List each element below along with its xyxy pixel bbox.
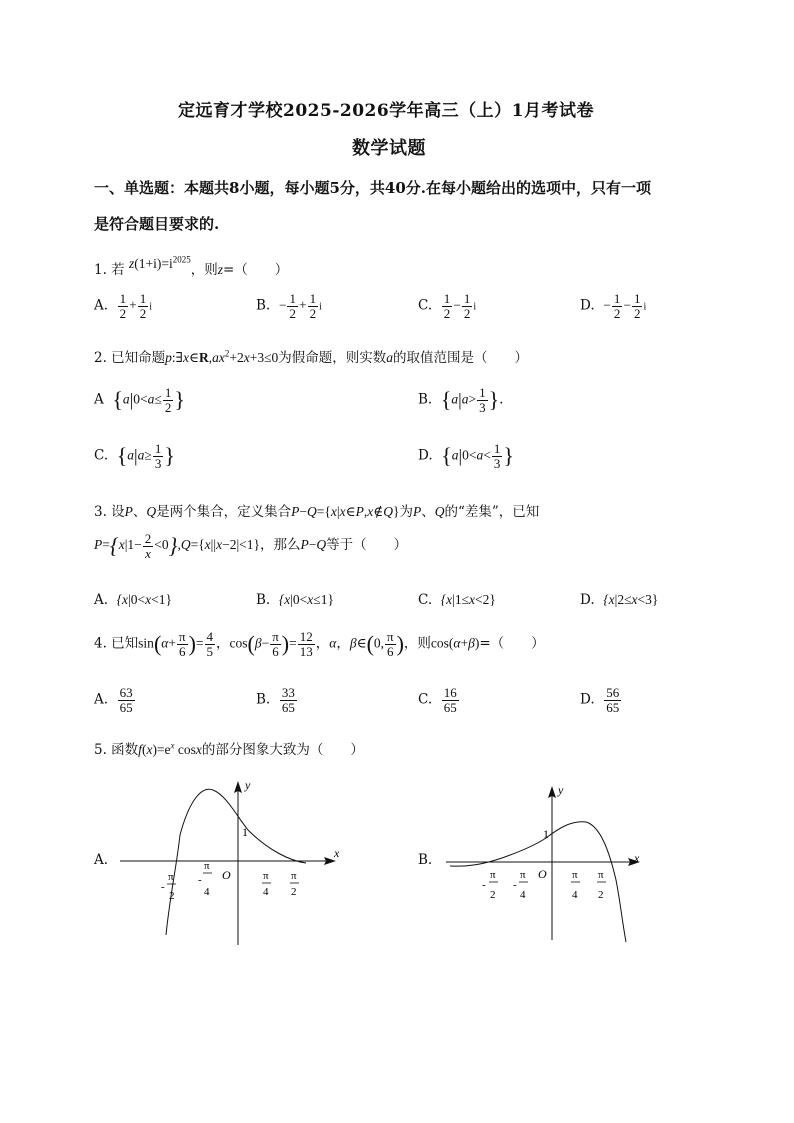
q1-option-d[interactable]: D. − $\frac{1}{2}$ − $\frac{1}{2}$ i xyxy=(580,291,647,321)
q4-sep-2: ， xyxy=(315,635,330,652)
graph-b-tick-neg-pi-2-sign: - xyxy=(482,879,486,891)
q2-option-c[interactable]: C. {a|a≥ $\frac{1}{3}$ } xyxy=(94,441,175,471)
q5-graph-b[interactable] xyxy=(444,780,654,945)
q3-option-c-label: C. xyxy=(418,592,433,608)
q2-c-frac: $\frac{1}{3}$ xyxy=(154,441,162,471)
graph-a-tick-neg-pi-4-num: π xyxy=(204,860,210,872)
q3-text-f: 的“差集”，已知 xyxy=(444,504,540,520)
graph-b-tick-pi-2-num: π xyxy=(598,869,604,881)
q4-c-frac: $\frac{16}{65}$ xyxy=(443,685,457,715)
q3-text-e: 、 xyxy=(421,504,435,520)
exam-subtitle: 数学试题 xyxy=(352,138,426,159)
q2-tail-2: 的取值范围是（ ） xyxy=(393,350,529,366)
q2-option-d[interactable]: D. {a|0<a< $\frac{1}{3}$ } xyxy=(418,441,514,471)
graph-b-y-label: y xyxy=(558,783,564,797)
q1-tail-2: =（ ） xyxy=(222,262,289,278)
q4-option-c-label: C. xyxy=(418,691,433,708)
q4-d-frac: $\frac{56}{65}$ xyxy=(606,685,620,715)
q5-number: 5. 函数 xyxy=(94,742,139,758)
q3-line2-tail-2: 等于（ ） xyxy=(326,537,408,554)
q2-option-b-label: B. xyxy=(418,391,433,408)
graph-a-origin: O xyxy=(222,868,231,882)
question-2 xyxy=(94,346,528,366)
graph-b-tick-neg-pi-4-num: π xyxy=(520,869,526,881)
graph-b-tick-neg-pi-2-num: π xyxy=(490,869,496,881)
q1-tail-1: ，则 xyxy=(190,262,218,278)
q1-number: 1. 若 xyxy=(94,262,125,278)
q1-option-d-label: D. xyxy=(580,297,595,314)
question-3-line2: P={x|1− $\frac{2}{x}$ <0},Q={x||x−2|<1}，那么P−Q等于（ ） xyxy=(94,531,408,561)
q2-tail: 为假命题，则实数 xyxy=(278,350,387,366)
q3-text-b: 、 xyxy=(132,504,147,520)
graph-a-tick-neg-pi-2-num: π xyxy=(168,871,174,883)
q4-option-a-label: A. xyxy=(94,691,109,708)
q1-option-a[interactable]: A. $\frac{1}{2}$ + $\frac{1}{2}$ i xyxy=(94,291,153,321)
q1-option-c[interactable]: C. $\frac{1}{2}$ − $\frac{1}{2}$ i xyxy=(418,291,477,321)
q2-var-a: a xyxy=(386,350,394,365)
graph-a-tick-pi-2-num: π xyxy=(291,870,297,882)
graph-a-tick-neg-pi-4-den: 4 xyxy=(204,886,210,898)
q4-tail: ，则 xyxy=(403,635,431,652)
q1-equation: $z(1+i)=i^{2025}$ xyxy=(128,254,191,271)
question-1 xyxy=(94,254,289,278)
graph-a-tick-pi-2-den: 2 xyxy=(291,886,297,898)
q4-sep-3: ， xyxy=(336,635,350,652)
graph-b-tick-neg-pi-2-den: 2 xyxy=(490,889,496,901)
graph-b-origin: O xyxy=(538,867,547,881)
q4-b-frac: $\frac{33}{65}$ xyxy=(281,685,295,715)
q2-a-frac: $\frac{1}{2}$ xyxy=(164,385,172,415)
q4-option-d[interactable] xyxy=(580,686,622,714)
q3-option-c[interactable]: C. {x|1≤x<2} xyxy=(418,592,496,608)
q3-set-p: P={x|1− $\frac{2}{x}$ <0},Q={x||x−2|<1} xyxy=(94,531,260,561)
q5-tail: 的部分图象大致为（ ） xyxy=(201,742,364,758)
q3-text-a: 3. 设 xyxy=(94,504,125,520)
q1-b-frac1: $\frac{1}{2}$ xyxy=(289,291,296,321)
q5-option-b-label[interactable]: B. xyxy=(418,852,433,868)
q4-option-d-label: D. xyxy=(580,691,595,708)
graph-a-x-label: x xyxy=(334,846,340,860)
graph-b-one: 1 xyxy=(543,827,549,841)
q1-option-a-label: A. xyxy=(94,297,109,314)
graph-a-tick-pi-4-den: 4 xyxy=(263,886,269,898)
graph-a-tick-neg-pi-2-sign: - xyxy=(161,881,165,893)
graph-a-one: 1 xyxy=(242,825,248,839)
q2-proposition: $p:\exists x\in R,ax^2+2x+3\le 0$ xyxy=(165,348,279,365)
graph-a-curve xyxy=(166,789,306,935)
q1-option-b-label: B. xyxy=(256,297,271,314)
graph-a-y-label: y xyxy=(245,778,251,792)
q4-option-c[interactable] xyxy=(418,686,460,714)
q3-text-c: 是两个集合，定义集合 xyxy=(156,504,292,520)
graph-b-x-label: x xyxy=(634,851,640,865)
q2-d-frac: $\frac{1}{3}$ xyxy=(493,441,501,471)
section-heading-line1: 一、单选题：本题共8小题，每小题5分，共40分.在每小题给出的选项中，只有一项 xyxy=(94,179,651,197)
q5-option-a-label[interactable]: A. xyxy=(94,852,109,868)
q4-option-a[interactable] xyxy=(94,686,136,714)
q5-function: $f(x)=e^x$ cosx xyxy=(138,740,202,757)
q3-line2-tail: ，那么 xyxy=(260,537,301,554)
graph-a-tick-neg-pi-4-sign: - xyxy=(198,874,202,886)
q1-option-b[interactable]: B. − $\frac{1}{2}$ + $\frac{1}{2}$ i xyxy=(256,291,322,321)
q2-b-frac: $\frac{1}{3}$ xyxy=(479,385,486,415)
section-heading-line2: 是符合题目要求的. xyxy=(94,215,220,233)
q3-definition: P−Q={x|x∈P,x∉Q} xyxy=(291,504,400,519)
q3-option-b[interactable]: B. {x|0<x≤1} xyxy=(256,592,334,608)
graph-b-tick-pi-2-den: 2 xyxy=(598,889,604,901)
q4-a-frac: $\frac{63}{65}$ xyxy=(119,685,133,715)
q1-c-frac1: $\frac{1}{2}$ xyxy=(443,291,451,321)
graph-b-tick-pi-4-den: 4 xyxy=(572,889,578,901)
q2-option-a-label: A xyxy=(94,391,104,408)
q3-option-a-label: A. xyxy=(94,592,109,608)
graph-b-tick-neg-pi-4-den: 4 xyxy=(520,889,526,901)
q4-option-b-label: B. xyxy=(256,691,271,708)
q1-c-frac2: $\frac{1}{2}$ xyxy=(463,291,471,321)
exam-title: 定远育才学校2025-2026学年高三（上）1月考试卷 xyxy=(178,101,595,121)
q1-b-frac2: $\frac{1}{2}$ xyxy=(309,291,317,321)
q1-d-frac2: $\frac{1}{2}$ xyxy=(633,291,641,321)
q1-option-c-label: C. xyxy=(418,297,433,314)
q1-a-frac2: $\frac{1}{2}$ xyxy=(139,291,147,321)
q3-option-a[interactable]: A. {x|0<x<1} xyxy=(94,592,172,608)
q3-option-b-label: B. xyxy=(256,592,271,608)
q2-option-b[interactable]: B. {a|a> $\frac{1}{3}$ }. xyxy=(418,385,504,415)
question-4: 4. 已知sin(α+ $\frac{\pi}{6}$ )= $\frac{4}{5}$ ，cos(β− $\frac{\pi}{6}$ )= $\frac{12}{13}$ ，α，β∈(0, $\frac{\pi}{6}$ )，则cos(α+β)=（ ） xyxy=(94,629,545,659)
q1-a-frac1: $\frac{1}{2}$ xyxy=(119,291,127,321)
q4-tail-2: =（ ） xyxy=(479,635,545,652)
question-5 xyxy=(94,738,364,758)
q1-d-frac1: $\frac{1}{2}$ xyxy=(613,291,621,321)
q5-graph-a[interactable] xyxy=(118,775,348,950)
q3-text-d: 为 xyxy=(399,504,413,520)
graph-a-tick-pi-4-num: π xyxy=(263,870,269,882)
q1-var-z: z xyxy=(217,262,223,277)
q4-option-b[interactable] xyxy=(256,686,298,714)
q2-option-c-label: C. xyxy=(94,447,109,464)
q2-number: 2. 已知命题 xyxy=(94,350,166,366)
graph-a-tick-neg-pi-2-den: 2 xyxy=(169,890,175,902)
q3-option-d[interactable]: D. {x|2≤x<3} xyxy=(580,592,659,608)
graph-b-tick-pi-4-num: π xyxy=(572,869,578,881)
question-3-line1: 3. 设P、Q是两个集合，定义集合P−Q={x|x∈P,x∉Q}为P、Q的“差集”，已知 xyxy=(94,504,540,520)
q4-sep: ， xyxy=(216,635,230,652)
q2-option-d-label: D. xyxy=(418,447,433,464)
q4-number: 4. 已知 xyxy=(94,635,139,652)
q2-option-a[interactable]: A {a|0<a≤ $\frac{1}{2}$ } xyxy=(94,385,185,415)
graph-b-tick-neg-pi-4-sign: - xyxy=(513,879,517,891)
q3-option-d-label: D. xyxy=(580,592,595,608)
